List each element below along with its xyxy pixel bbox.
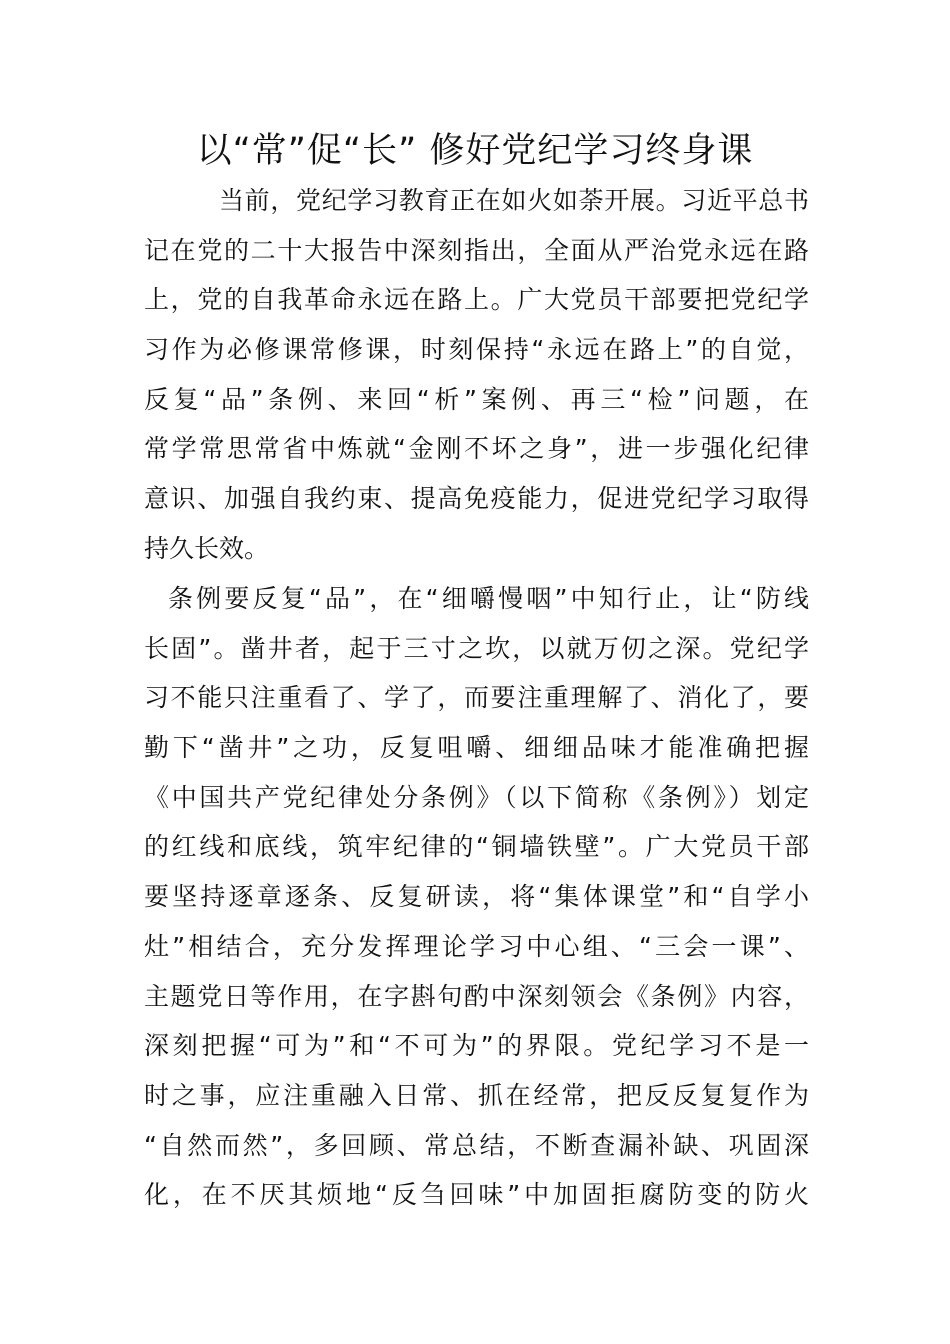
document-title: 以“常”促“长” 修好党纪学习终身课 — [196, 131, 754, 171]
text-line: 常学常思常省中炼就“金刚不坏之身”，进一步强化纪律 — [144, 434, 809, 464]
text-line: 灶”相结合，充分发挥理论学习中心组、“三会一课”、 — [144, 931, 809, 961]
text-line: 习作为必修课常修课，时刻保持“永远在路上”的自觉， — [144, 335, 809, 365]
text-line: 条例要反复“品”，在“细嚼慢咽”中知行止，让“防线 — [168, 584, 809, 613]
text-line: 意识、加强自我约束、提高免疫能力，促进党纪学习取得 — [144, 484, 809, 514]
text-line: 勤下“凿井”之功，反复咀嚼、细细品味才能准确把握 — [144, 733, 809, 763]
paragraph-2 — [144, 574, 809, 1220]
text-line: 记在党的二十大报告中深刻指出，全面从严治党永远在路 — [144, 235, 809, 265]
text-line: 时之事，应注重融入日常、抓在经常，把反反复复作为 — [144, 1080, 809, 1110]
paragraph-1 — [144, 176, 809, 574]
text-line: 持久长效。 — [144, 533, 270, 563]
text-line: 上，党的自我革命永远在路上。广大党员干部要把党纪学 — [144, 285, 809, 315]
text-line: 要坚持逐章逐条、反复研读，将“集体课堂”和“自学小 — [144, 882, 809, 912]
text-line: 化，在不厌其烦地“反刍回味”中加固拒腐防变的防火 — [144, 1180, 809, 1210]
text-line: 深刻把握“可为”和“不可为”的界限。党纪学习不是一 — [144, 1031, 809, 1061]
text-line: 习不能只注重看了、学了，而要注重理解了、消化了，要 — [144, 683, 809, 713]
text-line: 《中国共产党纪律处分条例》（以下简称《条例》）划定 — [144, 782, 809, 812]
text-line: 反复“品”条例、来回“析”案例、再三“检”问题，在 — [144, 384, 809, 414]
text-line: “自然而然”，多回顾、常总结，不断查漏补缺、巩固深 — [144, 1130, 809, 1160]
text-line: 长固”。凿井者，起于三寸之坎，以就万仞之深。党纪学 — [144, 633, 809, 663]
text-line: 当前，党纪学习教育正在如火如荼开展。习近平总书 — [219, 186, 809, 215]
text-line: 主题党日等作用，在字斟句酌中深刻领会《条例》内容， — [144, 981, 809, 1011]
text-line: 的红线和底线，筑牢纪律的“铜墙铁壁”。广大党员干部 — [144, 832, 809, 862]
